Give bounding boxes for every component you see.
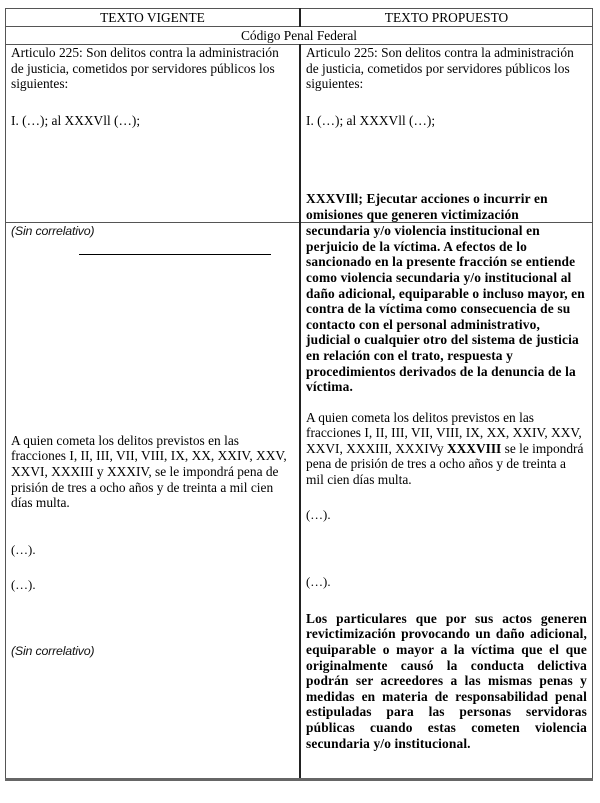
blank-rule-line — [79, 254, 271, 255]
header-texto-propuesto: TEXTO PROPUESTO — [300, 9, 593, 27]
cell-propuesto-details — [300, 223, 593, 779]
penalty-text-bold-fraction: XXXVIII — [446, 440, 502, 456]
table-row-details — [6, 223, 593, 779]
fractions-text: I. (…); al XXXVll (…); — [306, 113, 436, 129]
new-fraction-continuation: secundaria y/o violencia institucional en perjuicio de la víctima. A efectos de lo sancionado en la presente fracción se entiende como violencia secundaria y/o institucional al daño adicional, equiparable o incluso mayor, en contra de la víctima como consecuencia de su contacto con el personal administrativo, judicial o cualquier otro del sistema de justicia en relación con el trato, respuesta y procedimientos derivados de la denuncia de la víctima. — [306, 223, 585, 395]
cell-propuesto-article — [300, 45, 593, 223]
article-text: Articulo 225: Son delitos contra la administración de justicia, cometidos por servidores públicos los siguientes: — [306, 45, 574, 92]
ellipsis-2: (…). — [306, 575, 331, 590]
article-text: Articulo 225: Son delitos contra la administración de justicia, cometidos por servidores públicos los siguientes: — [11, 45, 279, 92]
ellipsis-1: (…). — [11, 542, 36, 557]
sin-correlativo-label: (Sin correlativo) — [11, 224, 95, 239]
penalty-text — [306, 410, 587, 488]
penalty-text-after: se le impondrá pena de prisión de tres a ocho años y de treinta a mil cien días multa. — [306, 440, 584, 488]
particulares-paragraph: Los particulares que por sus actos generen revictimización provocando un daño adicional, equiparable o mayor a la víctima que el que originalmente causó la conducta delictiva podrán ser acreedores a las mismas penas y medidas en materia de responsabilidad penal estipuladas para las personas servidoras públicas cuando estas cometen violencia secundaria y/o institucional. — [306, 610, 587, 751]
sin-correlativo-label-2: (Sin correlativo) — [11, 643, 95, 658]
ellipsis-1: (…). — [306, 507, 331, 522]
ellipsis-2: (…). — [11, 578, 36, 593]
section-row — [6, 27, 593, 45]
cell-vigente-details — [6, 223, 301, 779]
comparison-table — [5, 8, 593, 781]
header-texto-vigente: TEXTO VIGENTE — [6, 9, 301, 27]
penalty-text: A quien cometa los delitos previstos en las fracciones I, II, III, VII, VIII, IX, XX, XXIV, XXV, XXVI, XXXIII y XXXIV, se le impondrá pena de prisión de tres a ocho años y de treinta a mil cien días multa. — [11, 432, 287, 511]
header-row — [6, 9, 593, 27]
cell-vigente-article — [6, 45, 301, 223]
section-title: Código Penal Federal — [6, 27, 593, 45]
new-fraction-xxxviii: XXXVIll; Ejecutar acciones o incurrir en omisiones que generen victimización — [306, 190, 548, 222]
penalty-text-before: A quien cometa los delitos previstos en las fracciones I, II, III, VII, VIII, IX, XX, XXIV, XXV, XXVI, XXXIII, XXXIVy — [306, 409, 582, 456]
fractions-text: I. (…); al XXXVll (…); — [11, 113, 141, 129]
table-row-article — [6, 45, 593, 223]
